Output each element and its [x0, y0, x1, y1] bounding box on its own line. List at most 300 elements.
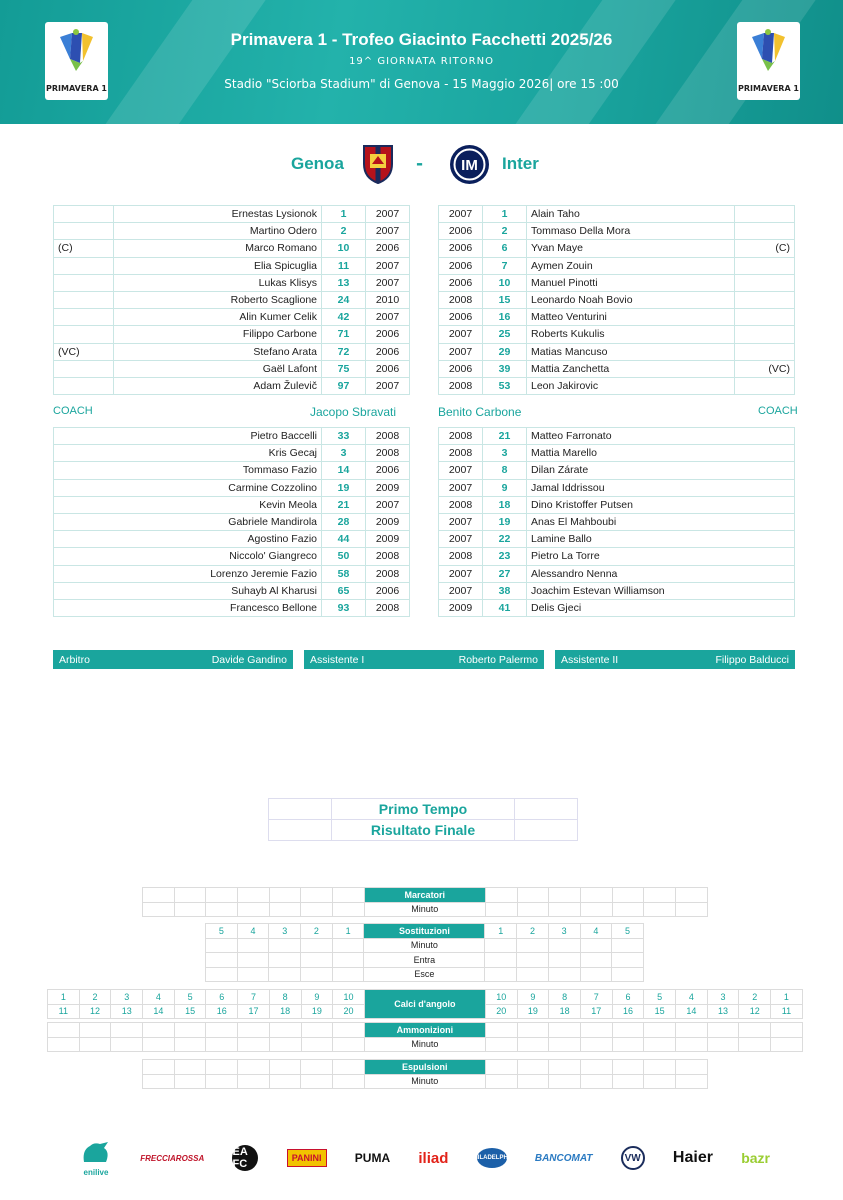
player-row — [439, 309, 795, 326]
empty-cell — [517, 1074, 549, 1089]
empty-cell — [549, 1023, 581, 1038]
empty-cell — [301, 1037, 333, 1052]
player-name: Dino Kristoffer Putsen — [527, 496, 795, 513]
minute-label: Minuto — [364, 1074, 485, 1089]
birth-year: 2009 — [366, 513, 410, 530]
empty-cell — [739, 1037, 771, 1052]
empty-cell — [237, 953, 269, 968]
away-coach-name: Benito Carbone — [438, 405, 522, 419]
empty-cell — [206, 902, 238, 917]
empty-cell — [206, 953, 238, 968]
empty-cell — [707, 1023, 739, 1038]
bookings-grid — [47, 1022, 803, 1052]
genoa-crest-icon — [362, 144, 394, 184]
player-name: Kris Gecaj — [54, 445, 322, 462]
empty-cell — [174, 1023, 206, 1038]
out-label: Esce — [364, 967, 485, 982]
substitutions-header: Sostituzioni — [364, 924, 485, 939]
inter-crest-icon — [449, 144, 490, 185]
empty-cell — [612, 938, 644, 953]
player-row — [439, 360, 795, 377]
shirt-number: 27 — [483, 565, 527, 582]
shirt-number: 23 — [483, 548, 527, 565]
home-starters-table — [53, 205, 410, 395]
home-coach-name: Jacopo Sbravati — [310, 405, 397, 419]
birth-year: 2008 — [439, 377, 483, 394]
official-role: Assistente II — [561, 653, 619, 666]
birth-year: 2008 — [439, 548, 483, 565]
captain-mark: (VC) — [54, 343, 114, 360]
empty-cell — [301, 888, 333, 903]
empty-cell — [580, 1037, 612, 1052]
slot-number: 20 — [333, 1004, 365, 1019]
empty-cell — [549, 888, 581, 903]
player-name: Pietro La Torre — [527, 548, 795, 565]
empty-cell — [485, 953, 517, 968]
empty-cell — [269, 1037, 301, 1052]
birth-year: 2006 — [366, 343, 410, 360]
player-name: Gabriele Mandirola — [54, 513, 322, 530]
philadelphia-logo: PHILADELPHIA — [477, 1148, 507, 1168]
player-row — [54, 206, 410, 223]
sub-row — [54, 565, 410, 582]
empty-cell — [612, 902, 644, 917]
player-row — [439, 257, 795, 274]
birth-year: 2007 — [366, 377, 410, 394]
empty-cell — [675, 1074, 707, 1089]
captain-mark — [54, 223, 114, 240]
player-name: Elia Spicuglia — [114, 257, 322, 274]
player-row — [54, 360, 410, 377]
scorers-header: Marcatori — [364, 888, 485, 903]
empty-cell — [580, 938, 612, 953]
slot-number: 3 — [111, 990, 143, 1005]
shirt-number: 44 — [322, 531, 366, 548]
birth-year: 2007 — [439, 513, 483, 530]
empty-cell — [644, 1074, 676, 1089]
player-name: Marco Romano — [114, 240, 322, 257]
player-name: Lorenzo Jeremie Fazio — [54, 565, 322, 582]
empty-cell — [143, 1060, 175, 1075]
empty-cell — [580, 902, 612, 917]
empty-cell — [238, 1060, 270, 1075]
player-row — [54, 343, 410, 360]
empty-cell — [517, 1060, 549, 1075]
empty-cell — [206, 938, 238, 953]
captain-mark — [54, 360, 114, 377]
player-name: Leonardo Noah Bovio — [527, 291, 735, 308]
empty-cell — [517, 1023, 549, 1038]
shirt-number: 10 — [322, 240, 366, 257]
shirt-number: 7 — [483, 257, 527, 274]
shirt-number: 2 — [322, 223, 366, 240]
birth-year: 2008 — [439, 291, 483, 308]
empty-cell — [79, 1037, 111, 1052]
slot-number: 6 — [612, 990, 644, 1005]
birth-year: 2007 — [366, 223, 410, 240]
empty-cell — [269, 1060, 301, 1075]
minute-label: Minuto — [364, 938, 485, 953]
official-name: Filippo Balducci — [715, 653, 789, 666]
birth-year: 2009 — [439, 599, 483, 616]
empty-cell — [485, 888, 517, 903]
birth-year: 2007 — [366, 257, 410, 274]
corners-grid — [47, 989, 803, 1019]
birth-year: 2007 — [439, 462, 483, 479]
birth-year: 2007 — [439, 479, 483, 496]
slot-number: 1 — [771, 990, 803, 1005]
in-label: Entra — [364, 953, 485, 968]
shirt-number: 2 — [483, 223, 527, 240]
empty-cell — [771, 1037, 803, 1052]
empty-cell — [580, 967, 612, 982]
sub-row — [439, 599, 795, 616]
empty-cell — [301, 953, 333, 968]
empty-cell — [707, 1037, 739, 1052]
birth-year: 2007 — [439, 531, 483, 548]
slot-number: 7 — [238, 990, 270, 1005]
empty-cell — [612, 967, 644, 982]
player-name: Manuel Pinotti — [527, 274, 735, 291]
shirt-number: 71 — [322, 326, 366, 343]
empty-cell — [548, 967, 580, 982]
player-name: Tommaso Della Mora — [527, 223, 735, 240]
empty-cell — [174, 1074, 206, 1089]
player-row — [54, 223, 410, 240]
birth-year: 2008 — [439, 496, 483, 513]
empty-cell — [644, 902, 676, 917]
empty-cell — [48, 1023, 80, 1038]
captain-mark — [54, 291, 114, 308]
birth-year: 2006 — [366, 360, 410, 377]
birth-year: 2007 — [366, 309, 410, 326]
player-name: Alessandro Nenna — [527, 565, 795, 582]
home-subs-table — [53, 427, 410, 617]
birth-year: 2008 — [366, 445, 410, 462]
slot-number: 17 — [238, 1004, 270, 1019]
birth-year: 2006 — [439, 309, 483, 326]
empty-cell — [549, 1074, 581, 1089]
logo-caption: PRIMAVERA 1 — [46, 84, 107, 93]
player-name: Mattia Zanchetta — [527, 360, 735, 377]
sub-row — [54, 599, 410, 616]
shirt-number: 6 — [483, 240, 527, 257]
empty-cell — [143, 1023, 175, 1038]
player-name: Yvan Maye — [527, 240, 735, 257]
slot-number: 4 — [580, 924, 612, 939]
shirt-number: 21 — [483, 428, 527, 445]
shirt-number: 28 — [322, 513, 366, 530]
empty-cell — [612, 1060, 644, 1075]
player-row — [54, 291, 410, 308]
birth-year: 2006 — [439, 223, 483, 240]
empty-cell — [206, 1074, 238, 1089]
shirt-number: 19 — [322, 479, 366, 496]
empty-cell — [485, 1023, 517, 1038]
slot-number: 19 — [517, 1004, 549, 1019]
birth-year: 2008 — [366, 565, 410, 582]
birth-year: 2008 — [366, 428, 410, 445]
empty-cell — [580, 1023, 612, 1038]
captain-mark — [54, 274, 114, 291]
empty-cell — [517, 953, 549, 968]
empty-cell — [675, 888, 707, 903]
player-name: Agostino Fazio — [54, 531, 322, 548]
empty-cell — [612, 1074, 644, 1089]
shirt-number: 10 — [483, 274, 527, 291]
ea-fc-logo: EA FC — [232, 1145, 258, 1171]
shirt-number: 29 — [483, 343, 527, 360]
shirt-number: 41 — [483, 599, 527, 616]
header-banner — [0, 0, 843, 124]
shirt-number: 13 — [322, 274, 366, 291]
player-name: Suhayb Al Kharusi — [54, 582, 322, 599]
captain-mark: (C) — [735, 240, 795, 257]
captain-mark — [735, 223, 795, 240]
empty-cell — [174, 1037, 206, 1052]
player-name: Lukas Klisys — [114, 274, 322, 291]
slot-number: 12 — [79, 1004, 111, 1019]
bazr-logo: bazr — [741, 1150, 770, 1166]
assistant-1-bar — [304, 650, 544, 669]
birth-year: 2006 — [366, 582, 410, 599]
empty-cell — [206, 1037, 238, 1052]
empty-cell — [485, 938, 517, 953]
sendoffs-header: Espulsioni — [364, 1060, 485, 1075]
player-name: Dilan Zárate — [527, 462, 795, 479]
slot-number: 5 — [206, 924, 238, 939]
empty-cell — [333, 1060, 365, 1075]
player-name: Anas El Mahboubi — [527, 513, 795, 530]
slot-number: 17 — [580, 1004, 612, 1019]
empty-cell — [612, 1037, 644, 1052]
birth-year: 2006 — [366, 240, 410, 257]
empty-cell — [174, 1060, 206, 1075]
shirt-number: 42 — [322, 309, 366, 326]
empty-cell — [143, 888, 175, 903]
round-label: 19^ GIORNATA RITORNO — [349, 56, 494, 67]
empty-cell — [549, 902, 581, 917]
sub-row — [54, 428, 410, 445]
slot-number: 1 — [48, 990, 80, 1005]
empty-cell — [485, 1037, 517, 1052]
captain-mark — [54, 377, 114, 394]
birth-year: 2008 — [366, 548, 410, 565]
away-coach-label: COACH — [758, 405, 798, 417]
shirt-number: 22 — [483, 531, 527, 548]
birth-year: 2007 — [439, 343, 483, 360]
first-half-label: Primo Tempo — [332, 799, 515, 820]
shirt-number: 11 — [322, 257, 366, 274]
empty-cell — [143, 902, 175, 917]
slot-number: 5 — [644, 990, 676, 1005]
slot-number: 10 — [333, 990, 365, 1005]
player-row — [439, 206, 795, 223]
sponsor-strip — [80, 1138, 770, 1178]
enilive-logo: enilive — [80, 1140, 112, 1177]
iliad-logo: iliad — [418, 1149, 449, 1167]
empty-cell — [549, 1060, 581, 1075]
away-subs-table — [438, 427, 795, 617]
sub-row — [439, 531, 795, 548]
empty-cell — [301, 967, 333, 982]
sub-row — [54, 548, 410, 565]
birth-year: 2007 — [439, 326, 483, 343]
sub-row — [439, 445, 795, 462]
slot-number: 14 — [676, 1004, 708, 1019]
empty-cell — [238, 888, 270, 903]
sub-row — [439, 582, 795, 599]
empty-cell — [333, 902, 365, 917]
empty-cell — [237, 967, 269, 982]
player-name: Stefano Arata — [114, 343, 322, 360]
empty-cell — [111, 1023, 143, 1038]
empty-cell — [238, 1037, 270, 1052]
shirt-number: 21 — [322, 496, 366, 513]
slot-number: 9 — [517, 990, 549, 1005]
empty-cell — [485, 902, 517, 917]
birth-year: 2006 — [366, 462, 410, 479]
player-name: Martino Odero — [114, 223, 322, 240]
empty-cell — [301, 1060, 333, 1075]
player-name: Alin Kumer Celik — [114, 309, 322, 326]
official-role: Assistente I — [310, 653, 365, 666]
sub-row — [439, 513, 795, 530]
slot-number: 3 — [707, 990, 739, 1005]
slot-number: 18 — [549, 1004, 581, 1019]
empty-cell — [301, 902, 333, 917]
birth-year: 2010 — [366, 291, 410, 308]
slot-number: 4 — [143, 990, 175, 1005]
assistant-2-bar — [555, 650, 795, 669]
birth-year: 2007 — [366, 496, 410, 513]
empty-cell — [548, 938, 580, 953]
player-row — [54, 274, 410, 291]
empty-cell — [237, 938, 269, 953]
player-name: Matias Mancuso — [527, 343, 735, 360]
player-name: Delis Gjeci — [527, 599, 795, 616]
empty-cell — [517, 938, 549, 953]
shirt-number: 58 — [322, 565, 366, 582]
player-row — [439, 240, 795, 257]
player-name: Lamine Ballo — [527, 531, 795, 548]
birth-year: 2007 — [366, 206, 410, 223]
empty-cell — [676, 1037, 708, 1052]
birth-year: 2009 — [366, 479, 410, 496]
empty-cell — [517, 1037, 549, 1052]
sub-row — [439, 548, 795, 565]
substitutions-grid — [205, 923, 644, 982]
empty-cell — [143, 1037, 175, 1052]
player-name: Adam Žulevič — [114, 377, 322, 394]
shirt-number: 19 — [483, 513, 527, 530]
empty-cell — [333, 1074, 365, 1089]
slot-number: 16 — [612, 1004, 644, 1019]
empty-cell — [238, 1074, 270, 1089]
shirt-number: 97 — [322, 377, 366, 394]
shirt-number: 3 — [322, 445, 366, 462]
frecciarossa-logo: FRECCIAROSSA — [140, 1153, 205, 1163]
sub-row — [54, 496, 410, 513]
empty-cell — [612, 1023, 644, 1038]
shirt-number: 1 — [322, 206, 366, 223]
empty-cell — [644, 1037, 676, 1052]
referee-bar — [53, 650, 293, 669]
player-name: Matteo Farronato — [527, 428, 795, 445]
empty-cell — [517, 967, 549, 982]
empty-cell — [238, 1023, 270, 1038]
player-row — [439, 223, 795, 240]
player-name: Roberts Kukulis — [527, 326, 735, 343]
slot-number: 15 — [644, 1004, 676, 1019]
captain-mark — [735, 343, 795, 360]
empty-cell — [580, 1060, 612, 1075]
captain-mark — [735, 326, 795, 343]
shirt-number: 3 — [483, 445, 527, 462]
birth-year: 2006 — [439, 240, 483, 257]
player-row — [54, 309, 410, 326]
volkswagen-logo: VW — [621, 1146, 645, 1170]
empty-cell — [517, 902, 549, 917]
empty-cell — [269, 1023, 301, 1038]
birth-year: 2006 — [439, 360, 483, 377]
empty-cell — [111, 1037, 143, 1052]
player-row — [54, 240, 410, 257]
slot-number: 14 — [143, 1004, 175, 1019]
empty-cell — [174, 888, 206, 903]
shirt-number: 75 — [322, 360, 366, 377]
slot-number: 18 — [269, 1004, 301, 1019]
captain-mark — [54, 309, 114, 326]
shirt-number: 24 — [322, 291, 366, 308]
empty-cell — [675, 902, 707, 917]
birth-year: 2006 — [366, 326, 410, 343]
empty-cell — [238, 902, 270, 917]
empty-cell — [333, 1023, 365, 1038]
captain-mark — [735, 377, 795, 394]
empty-cell — [301, 1074, 333, 1089]
slot-number: 19 — [301, 1004, 333, 1019]
slot-number: 2 — [517, 924, 549, 939]
player-name: Carmine Cozzolino — [54, 479, 322, 496]
player-name: Aymen Zouin — [527, 257, 735, 274]
sub-row — [439, 462, 795, 479]
empty-cell — [644, 1060, 676, 1075]
slot-number: 15 — [174, 1004, 206, 1019]
shirt-number: 1 — [483, 206, 527, 223]
empty-cell — [771, 1023, 803, 1038]
scorers-grid — [142, 887, 708, 917]
slot-number: 11 — [771, 1004, 803, 1019]
slot-number: 1 — [332, 924, 364, 939]
shirt-number: 14 — [322, 462, 366, 479]
shirt-number: 93 — [322, 599, 366, 616]
birth-year: 2007 — [366, 274, 410, 291]
empty-cell — [333, 1037, 365, 1052]
home-coach-label: COACH — [53, 405, 93, 417]
sub-row — [54, 531, 410, 548]
home-team-name: Genoa — [291, 154, 344, 173]
captain-mark — [54, 206, 114, 223]
empty-cell — [332, 953, 364, 968]
player-name: Kevin Meola — [54, 496, 322, 513]
player-name: Leon Jakirovic — [527, 377, 735, 394]
birth-year: 2007 — [439, 206, 483, 223]
shirt-number: 15 — [483, 291, 527, 308]
captain-mark — [735, 206, 795, 223]
sub-row — [54, 462, 410, 479]
player-row — [439, 377, 795, 394]
